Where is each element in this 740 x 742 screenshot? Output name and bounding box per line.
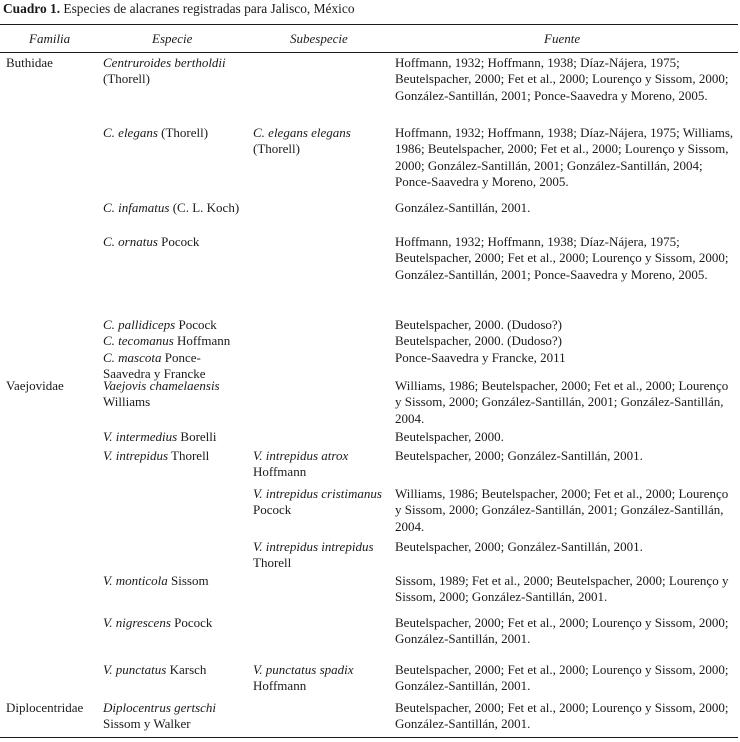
species-author: (Thorell) (157, 125, 209, 140)
species-author: Pocock (175, 317, 217, 332)
cell-subespecie (253, 486, 393, 519)
header-rule (0, 52, 738, 53)
cell-especie (103, 55, 245, 88)
species-author: Hoffmann (173, 333, 231, 348)
caption-text: Especies de alacranes registradas para Jalisco, México (60, 1, 355, 16)
caption-label: Cuadro 1. (3, 1, 61, 16)
cell-fuente: Beutelspacher, 2000. (Dudoso?) (395, 317, 562, 332)
cell-fuente: Sissom, 1989; Fet et al., 2000; Beutelspacher, 2000; Lourenço y Sissom, 2000; González-Santillán, 2001. (395, 573, 729, 605)
species-name: V. intrepidus (103, 448, 169, 463)
species-author: Williams (103, 394, 151, 410)
cell-fuente: Williams, 1986; Beutelspacher, 2000; Fet et al., 2000; Lourenço y Sissom, 2000; González-Santillán, 2001; González-Santillán, 2004. (395, 486, 729, 534)
subspecies-name: V. punctatus spadix (253, 662, 354, 677)
species-name: V. nigrescens (103, 615, 171, 630)
species-name: C. tecomanus (103, 333, 174, 348)
species-author: Ponce-Saavedra y Francke (103, 350, 206, 382)
subspecies-name: V. intrepidus cristimanus (253, 486, 382, 501)
subspecies-author: (Thorell) (253, 141, 300, 157)
species-author: Pocock (157, 234, 200, 249)
subspecies-name: V. intrepidus intrepidus (253, 539, 374, 554)
cell-especie (103, 448, 245, 464)
cell-fuente: Beutelspacher, 2000; Fet et al., 2000; Lourenço y Sissom, 2000; González-Santillán, 2001. (395, 662, 729, 694)
table-caption (3, 1, 355, 17)
cell-fuente: Hoffmann, 1932; Hoffmann, 1938; Díaz-Nájera, 1975; Beutelspacher, 2000; Fet et al., 2000; Lourenço y Sissom, 2000; González-Santillán, 2001; Ponce-Saavedra y Moreno, 2005. (395, 55, 729, 103)
species-name: V. monticola (103, 573, 168, 588)
cell-subespecie (253, 125, 393, 158)
cell-fuente: Beutelspacher, 2000; González-Santillán, 2001. (395, 448, 643, 463)
species-author: Pocock (170, 615, 213, 630)
species-author: Sissom (167, 573, 209, 588)
cell-familia: Buthidae (6, 55, 53, 70)
cell-subespecie (253, 662, 393, 695)
header-subespecie: Subespecie (290, 31, 348, 46)
subspecies-name: C. elegans elegans (253, 125, 351, 140)
subspecies-author: Thorell (253, 555, 292, 571)
species-author: Thorell (168, 448, 210, 463)
subspecies-author: Hoffmann (253, 464, 307, 480)
cell-fuente: Beutelspacher, 2000; Fet et al., 2000; Lourenço y Sissom, 2000; González-Santillán, 2001. (395, 615, 729, 647)
cell-fuente: Beutelspacher, 2000. (Dudoso?) (395, 333, 562, 348)
species-name: Diplocentrus gertschi (103, 700, 217, 715)
cell-especie (103, 615, 245, 631)
cell-familia: Vaejovidae (6, 378, 64, 393)
species-name: Vaejovis chamelaensis (103, 378, 220, 393)
subspecies-name: V. intrepidus atrox (253, 448, 349, 463)
species-name: V. intermedius (103, 429, 178, 444)
species-author: (C. L. Koch) (169, 200, 240, 215)
species-name: C. elegans (103, 125, 158, 140)
species-name: Centruroides bertholdii (103, 55, 226, 70)
cell-fuente: Beutelspacher, 2000; Fet et al., 2000; Lourenço y Sissom, 2000; González-Santillán, 2001. (395, 700, 729, 732)
cell-fuente: Ponce-Saavedra y Francke, 2011 (395, 350, 566, 365)
species-name: C. infamatus (103, 200, 170, 215)
subspecies-author: Hoffmann (253, 678, 307, 694)
species-author: Sissom y Walker (103, 716, 191, 732)
species-author: Karsch (166, 662, 207, 677)
cell-subespecie (253, 448, 393, 481)
cell-especie (103, 317, 245, 333)
cell-especie (103, 378, 245, 411)
species-name: C. ornatus (103, 234, 158, 249)
cell-familia: Diplocentridae (6, 700, 84, 715)
cell-especie (103, 125, 245, 141)
cell-fuente: Beutelspacher, 2000; González-Santillán, 2001. (395, 539, 643, 554)
species-name: V. punctatus (103, 662, 167, 677)
species-name: C. pallidiceps (103, 317, 176, 332)
cell-especie (103, 662, 245, 678)
cell-fuente: Beutelspacher, 2000. (395, 429, 504, 444)
cell-fuente: González-Santillán, 2001. (395, 200, 531, 215)
cell-especie (103, 700, 245, 733)
species-author: Borelli (177, 429, 217, 444)
cell-especie (103, 200, 245, 216)
species-author: (Thorell) (103, 71, 150, 87)
header-familia: Familia (29, 31, 71, 46)
cell-fuente: Hoffmann, 1932; Hoffmann, 1938; Díaz-Nájera, 1975; Beutelspacher, 2000; Fet et al., 2000; Lourenço y Sissom, 2000; González-Santillán, 2001; Ponce-Saavedra y Moreno, 2005. (395, 234, 729, 282)
cell-especie (103, 429, 245, 445)
top-rule (0, 24, 738, 25)
bottom-rule (0, 737, 738, 738)
cell-fuente: Williams, 1986; Beutelspacher, 2000; Fet et al., 2000; Lourenço y Sissom, 2000; González-Santillán, 2001; González-Santillán, 2004. (395, 378, 729, 426)
header-especie: Especie (152, 31, 193, 46)
cell-especie (103, 333, 245, 349)
cell-subespecie (253, 539, 393, 572)
species-name: C. mascota (103, 350, 162, 365)
cell-especie (103, 573, 245, 589)
cell-especie (103, 234, 245, 250)
cell-fuente: Hoffmann, 1932; Hoffmann, 1938; Díaz-Nájera, 1975; Williams, 1986; Beutelspacher, 2000; Fet et al., 2000; Lourenço y Sissom, 2000; González-Santillán, 2001; González-Santillán, 2004; Ponce-Saavedra y Moreno, 2005. (395, 125, 734, 189)
header-fuente: Fuente (544, 31, 581, 46)
subspecies-author: Pocock (253, 502, 292, 518)
